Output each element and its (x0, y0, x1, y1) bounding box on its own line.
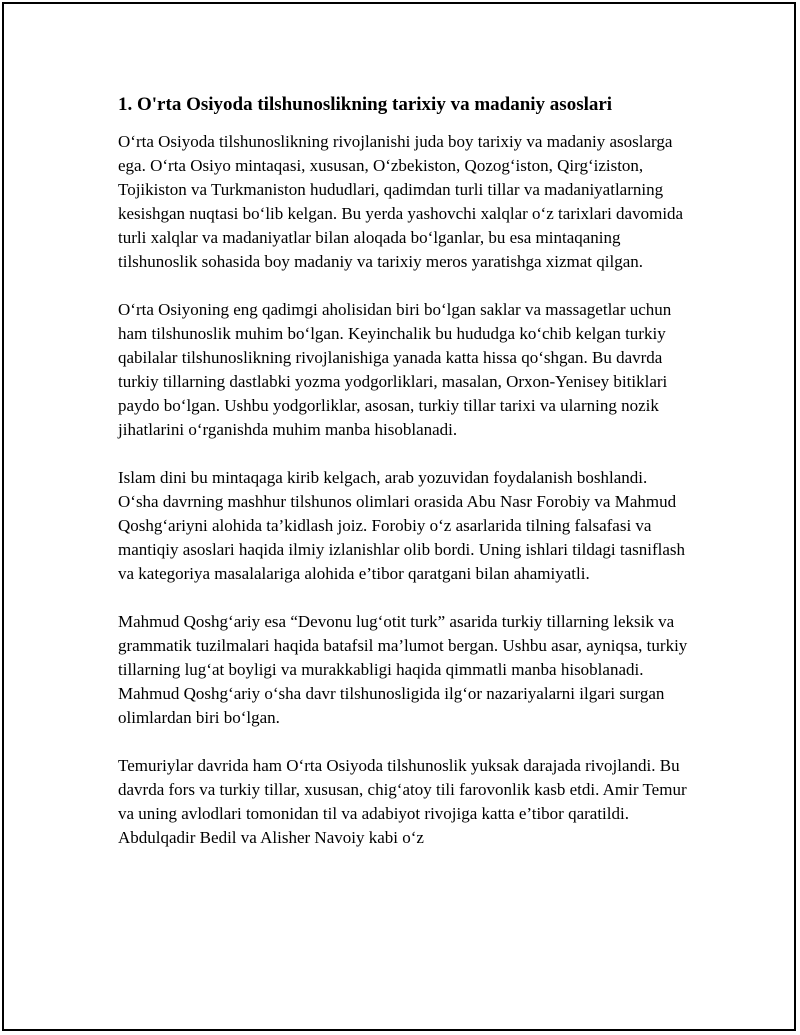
paragraph-4: Mahmud Qoshg‘ariy esa “Devonu lug‘otit turk” asarida turkiy tillarning leksik va grammatik tuzilmalari haqida batafsil ma’lumot bergan. Ushbu asar, ayniqsa, turkiy tillarning lug‘at boyligi va murakkabligi haqida qimmatli manba hisoblanadi. Mahmud Qoshg‘ariy o‘sha davr tilshunosligida ilg‘or nazariyalarni ilgari surgan olimlardan biri bo‘lgan. (118, 612, 688, 727)
paragraph-5: Temuriylar davrida ham O‘rta Osiyoda tilshunoslik yuksak darajada rivojlandi. Bu davrda fors va turkiy tillar, xususan, chig‘atoy tili farovonlik kasb etdi. Amir Temur va uning avlodlari tomonidan til va adabiyot rivojiga katta e’tibor qaratildi. Abdulqadir Bedil va Alisher Navoiy kabi o‘z (118, 756, 687, 847)
paragraph-2: O‘rta Osiyoning eng qadimgi aholisidan biri bo‘lgan saklar va massagetlar uchun ham tilshunoslik muhim bo‘lgan. Keyinchalik bu hududga ko‘chib kelgan turkiy qabilalar tilshunoslikning rivojlanishiga yanada katta hissa qo‘shgan. Bu davrda turkiy tillarning dastlabki yozma yodgorliklari, masalan, Orxon-Yenisey bitiklari paydo bo‘lgan. Ushbu yodgorliklar, asosan, turkiy tillar tarixi va ularning nozik jihatlarini o‘rganishda muhim manba hisoblanadi. (118, 300, 672, 439)
document-body (118, 92, 688, 874)
paragraph-3: Islam dini bu mintaqaga kirib kelgach, arab yozuvidan foydalanish boshlandi. O‘sha davrning mashhur tilshunos olimlari orasida Abu Nasr Forobiy va Mahmud Qoshg‘ariyni alohida ta’kidlash joiz. Forobiy o‘z asarlarida tilning falsafasi va mantiqiy asoslari haqida ilmiy izlanishlar olib bordi. Uning ishlari tildagi tasniflash va kategoriya masalalariga alohida e’tibor qaratgani bilan ahamiyatli. (118, 468, 686, 583)
section-heading: 1. O'rta Osiyoda tilshunoslikning tarixiy va madaniy asoslari (118, 94, 613, 115)
paragraph-1: O‘rta Osiyoda tilshunoslikning rivojlanishi juda boy tarixiy va madaniy asoslarga ega. O‘rta Osiyo mintaqasi, xususan, O‘zbekiston, Qozog‘iston, Qirg‘iziston, Tojikiston va Turkmaniston hududlari, qadimdan turli tillar va madaniyatlarning kesishgan nuqtasi bo‘lib kelgan. Bu yerda yashovchi xalqlar o‘z tarixlari davomida turli xalqlar va madaniyatlar bilan aloqada bo‘lganlar, bu esa mintaqaning tilshunoslik sohasida boy madaniy va tarixiy meros yaratishga xizmat qilgan. (118, 132, 684, 271)
